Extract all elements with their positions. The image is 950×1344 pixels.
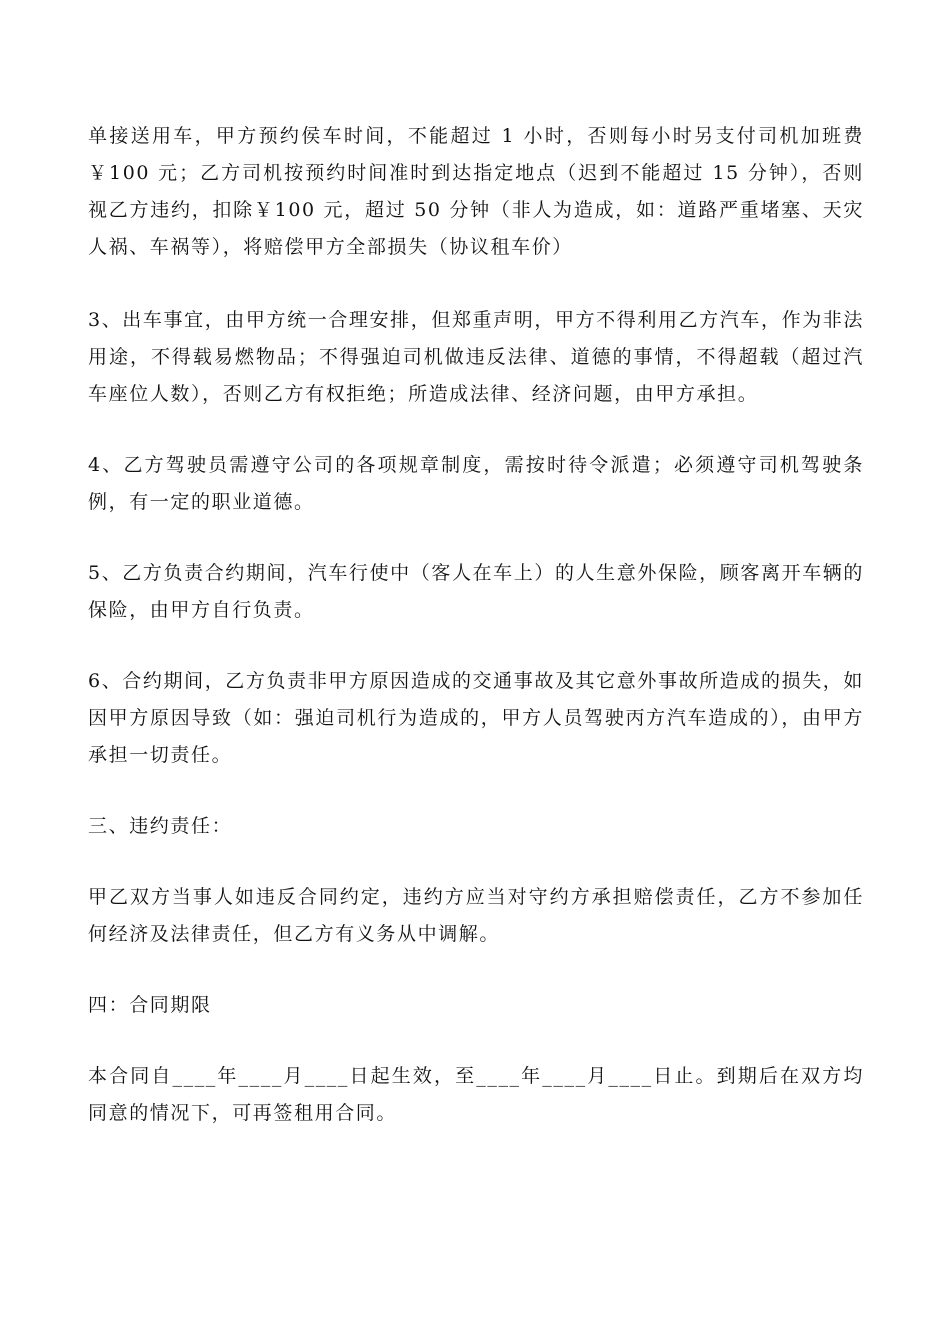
paragraph-clause-3: 3、出车事宜，由甲方统一合理安排，但郑重声明，甲方不得利用乙方汽车，作为非法用途，不得载易燃物品；不得强迫司机做违反法律、道德的事情，不得超载（超过汽车座位人数），否则乙方有权拒绝；所造成法律、经济问题，由甲方承担。 [88,309,864,405]
section-heading-term: 四：合同期限 [88,994,212,1016]
paragraph-pickup-terms: 单接送用车，甲方预约侯车时间，不能超过 1 小时，否则每小时另支付司机加班费￥100 元；乙方司机按预约时间准时到达指定地点（迟到不能超过 15 分钟），否则视乙方违约，扣除￥100 元，超过 50 分钟（非人为造成，如：道路严重堵塞、天灾人祸、车祸等），将赔偿甲方全部损失（协议租车价） [88,125,864,258]
paragraph-clause-6: 6、合约期间，乙方负责非甲方原因造成的交通事故及其它意外事故所造成的损失，如因甲方原因导致（如：强迫司机行为造成的，甲方人员驾驶丙方汽车造成的），由甲方承担一切责任。 [88,670,864,766]
paragraph-clause-4: 4、乙方驾驶员需遵守公司的各项规章制度，需按时待令派遣；必须遵守司机驾驶条例，有一定的职业道德。 [88,454,864,513]
paragraph-clause-5: 5、乙方负责合约期间，汽车行使中（客人在车上）的人生意外保险，顾客离开车辆的保险，由甲方自行负责。 [88,562,864,621]
document-page [88,118,864,1166]
section-heading-breach: 三、违约责任： [88,815,233,837]
paragraph-breach-liability: 甲乙双方当事人如违反合同约定，违约方应当对守约方承担赔偿责任，乙方不参加任何经济及法律责任，但乙方有义务从中调解。 [88,886,864,945]
paragraph-contract-term: 本合同自____年____月____日起生效，至____年____月____日止。到期后在双方均同意的情况下，可再签租用合同。 [88,1065,864,1124]
